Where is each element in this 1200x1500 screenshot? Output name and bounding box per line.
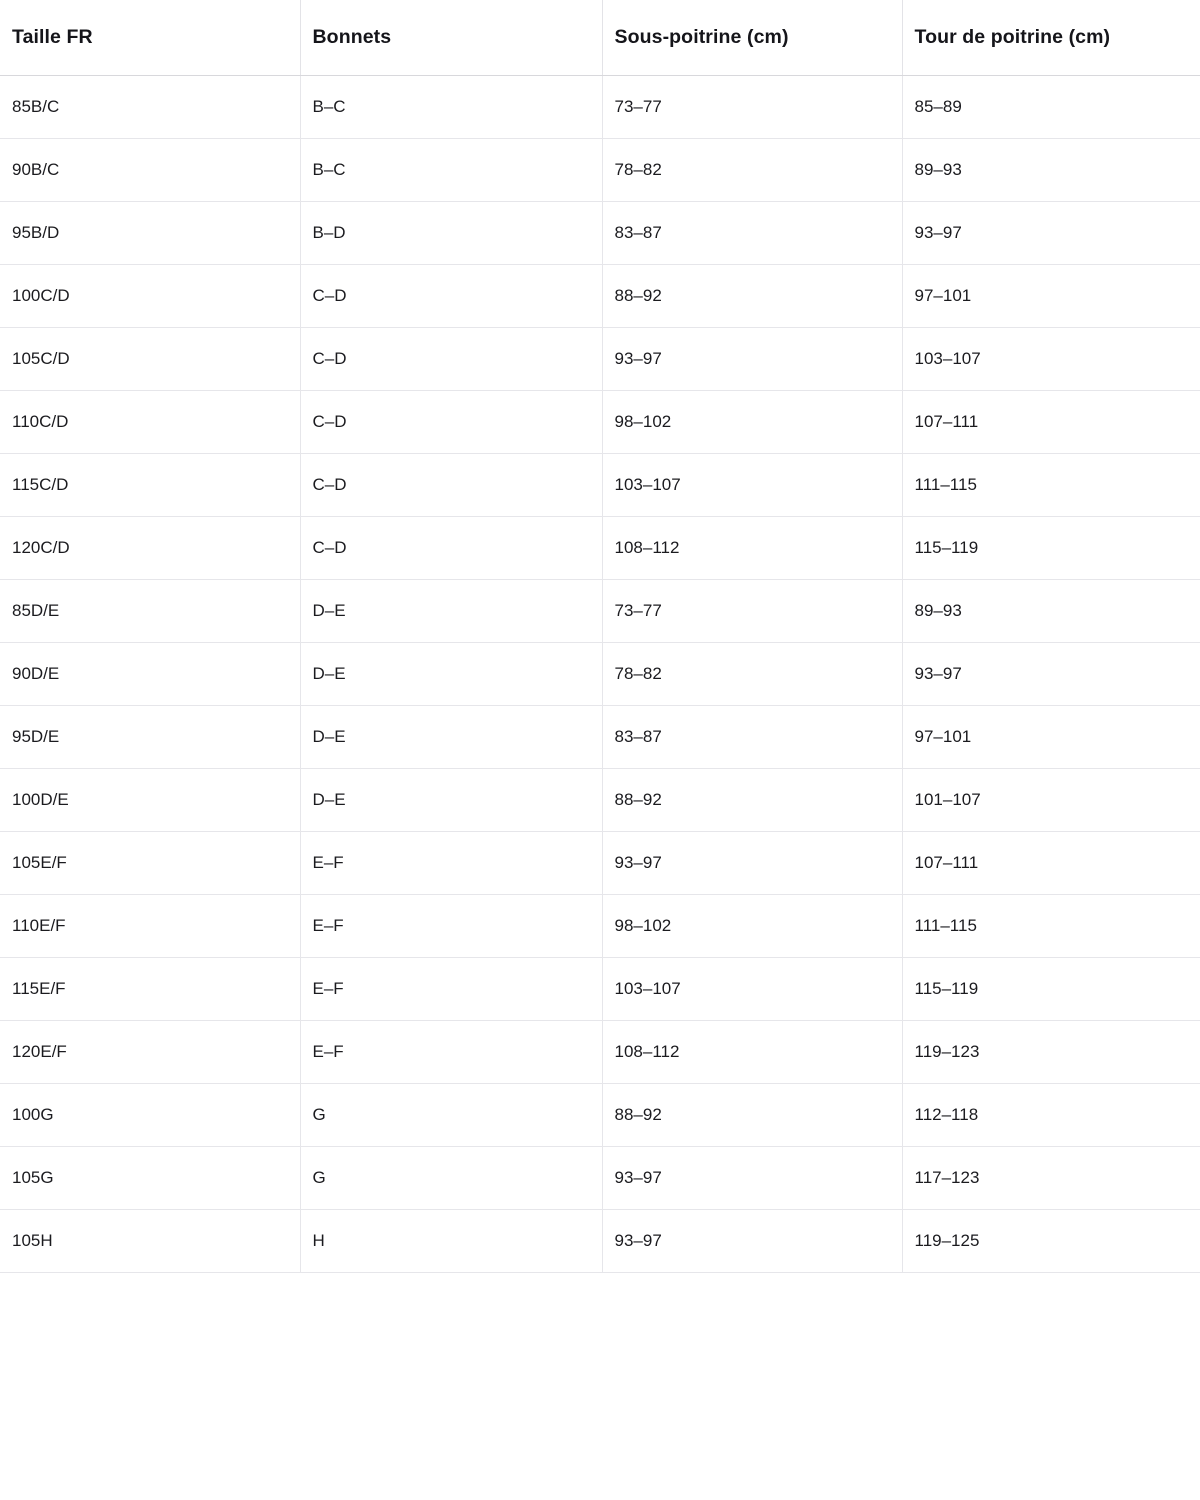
table-row	[0, 643, 1200, 706]
table-cell: E–F	[300, 958, 602, 1021]
column-header-sous-poitrine: Sous-poitrine (cm)	[602, 0, 902, 76]
table-cell: 108–112	[602, 517, 902, 580]
table-cell: H	[300, 1210, 602, 1273]
table-cell: 78–82	[602, 643, 902, 706]
table-cell: 73–77	[602, 580, 902, 643]
table-cell: G	[300, 1147, 602, 1210]
table-row	[0, 265, 1200, 328]
table-cell: 95D/E	[0, 706, 300, 769]
table-row	[0, 1021, 1200, 1084]
table-row	[0, 454, 1200, 517]
table-cell: D–E	[300, 643, 602, 706]
table-cell: 93–97	[602, 1210, 902, 1273]
table-cell: C–D	[300, 454, 602, 517]
table-row	[0, 832, 1200, 895]
table-cell: 115–119	[902, 958, 1200, 1021]
table-cell: 85D/E	[0, 580, 300, 643]
table-cell: G	[300, 1084, 602, 1147]
table-cell: 88–92	[602, 1084, 902, 1147]
table-cell: 105C/D	[0, 328, 300, 391]
table-cell: 107–111	[902, 391, 1200, 454]
table-cell: 110C/D	[0, 391, 300, 454]
table-cell: 110E/F	[0, 895, 300, 958]
table-cell: 111–115	[902, 895, 1200, 958]
table-cell: 83–87	[602, 202, 902, 265]
table-row	[0, 1210, 1200, 1273]
table-header	[0, 0, 1200, 76]
table-cell: 88–92	[602, 265, 902, 328]
table-cell: 88–92	[602, 769, 902, 832]
table-cell: 103–107	[902, 328, 1200, 391]
table-row	[0, 328, 1200, 391]
column-header-bonnets: Bonnets	[300, 0, 602, 76]
table-cell: 93–97	[602, 1147, 902, 1210]
table-cell: 105G	[0, 1147, 300, 1210]
table-row	[0, 76, 1200, 139]
table-cell: 115C/D	[0, 454, 300, 517]
table-row	[0, 580, 1200, 643]
table-cell: 89–93	[902, 139, 1200, 202]
table-cell: 89–93	[902, 580, 1200, 643]
table-cell: E–F	[300, 1021, 602, 1084]
table-row	[0, 958, 1200, 1021]
table-row	[0, 517, 1200, 580]
table-row	[0, 391, 1200, 454]
table-cell: 97–101	[902, 265, 1200, 328]
table-cell: C–D	[300, 391, 602, 454]
table-cell: 97–101	[902, 706, 1200, 769]
table-cell: C–D	[300, 265, 602, 328]
table-cell: 83–87	[602, 706, 902, 769]
table-cell: 119–125	[902, 1210, 1200, 1273]
table-cell: C–D	[300, 517, 602, 580]
table-row	[0, 895, 1200, 958]
table-cell: D–E	[300, 769, 602, 832]
table-cell: 93–97	[602, 832, 902, 895]
table-row	[0, 139, 1200, 202]
table-cell: 115–119	[902, 517, 1200, 580]
table-cell: D–E	[300, 580, 602, 643]
column-header-taille-fr: Taille FR	[0, 0, 300, 76]
table-cell: 100G	[0, 1084, 300, 1147]
table-cell: 90B/C	[0, 139, 300, 202]
table-cell: 93–97	[902, 643, 1200, 706]
table-row	[0, 769, 1200, 832]
table-body	[0, 76, 1200, 1273]
table-row	[0, 1147, 1200, 1210]
table-cell: 117–123	[902, 1147, 1200, 1210]
table-cell: E–F	[300, 832, 602, 895]
table-cell: 98–102	[602, 895, 902, 958]
table-cell: 103–107	[602, 958, 902, 1021]
table-cell: B–C	[300, 76, 602, 139]
table-cell: 120C/D	[0, 517, 300, 580]
table-cell: 100D/E	[0, 769, 300, 832]
table-cell: 85B/C	[0, 76, 300, 139]
table-cell: 105E/F	[0, 832, 300, 895]
table-cell: 73–77	[602, 76, 902, 139]
table-cell: E–F	[300, 895, 602, 958]
table-cell: 103–107	[602, 454, 902, 517]
table-cell: 111–115	[902, 454, 1200, 517]
table-cell: 93–97	[602, 328, 902, 391]
table-cell: B–D	[300, 202, 602, 265]
table-cell: 115E/F	[0, 958, 300, 1021]
table-cell: C–D	[300, 328, 602, 391]
table-cell: 95B/D	[0, 202, 300, 265]
table-cell: D–E	[300, 706, 602, 769]
table-cell: 107–111	[902, 832, 1200, 895]
column-header-tour-de-poitrine: Tour de poitrine (cm)	[902, 0, 1200, 76]
table-cell: 98–102	[602, 391, 902, 454]
table-cell: B–C	[300, 139, 602, 202]
table-cell: 101–107	[902, 769, 1200, 832]
table-cell: 93–97	[902, 202, 1200, 265]
table-cell: 100C/D	[0, 265, 300, 328]
table-cell: 105H	[0, 1210, 300, 1273]
table-header-row	[0, 0, 1200, 76]
table-cell: 85–89	[902, 76, 1200, 139]
table-row	[0, 1084, 1200, 1147]
table-cell: 112–118	[902, 1084, 1200, 1147]
table-cell: 120E/F	[0, 1021, 300, 1084]
table-cell: 90D/E	[0, 643, 300, 706]
table-cell: 119–123	[902, 1021, 1200, 1084]
table-cell: 78–82	[602, 139, 902, 202]
table-cell: 108–112	[602, 1021, 902, 1084]
table-row	[0, 202, 1200, 265]
table-row	[0, 706, 1200, 769]
